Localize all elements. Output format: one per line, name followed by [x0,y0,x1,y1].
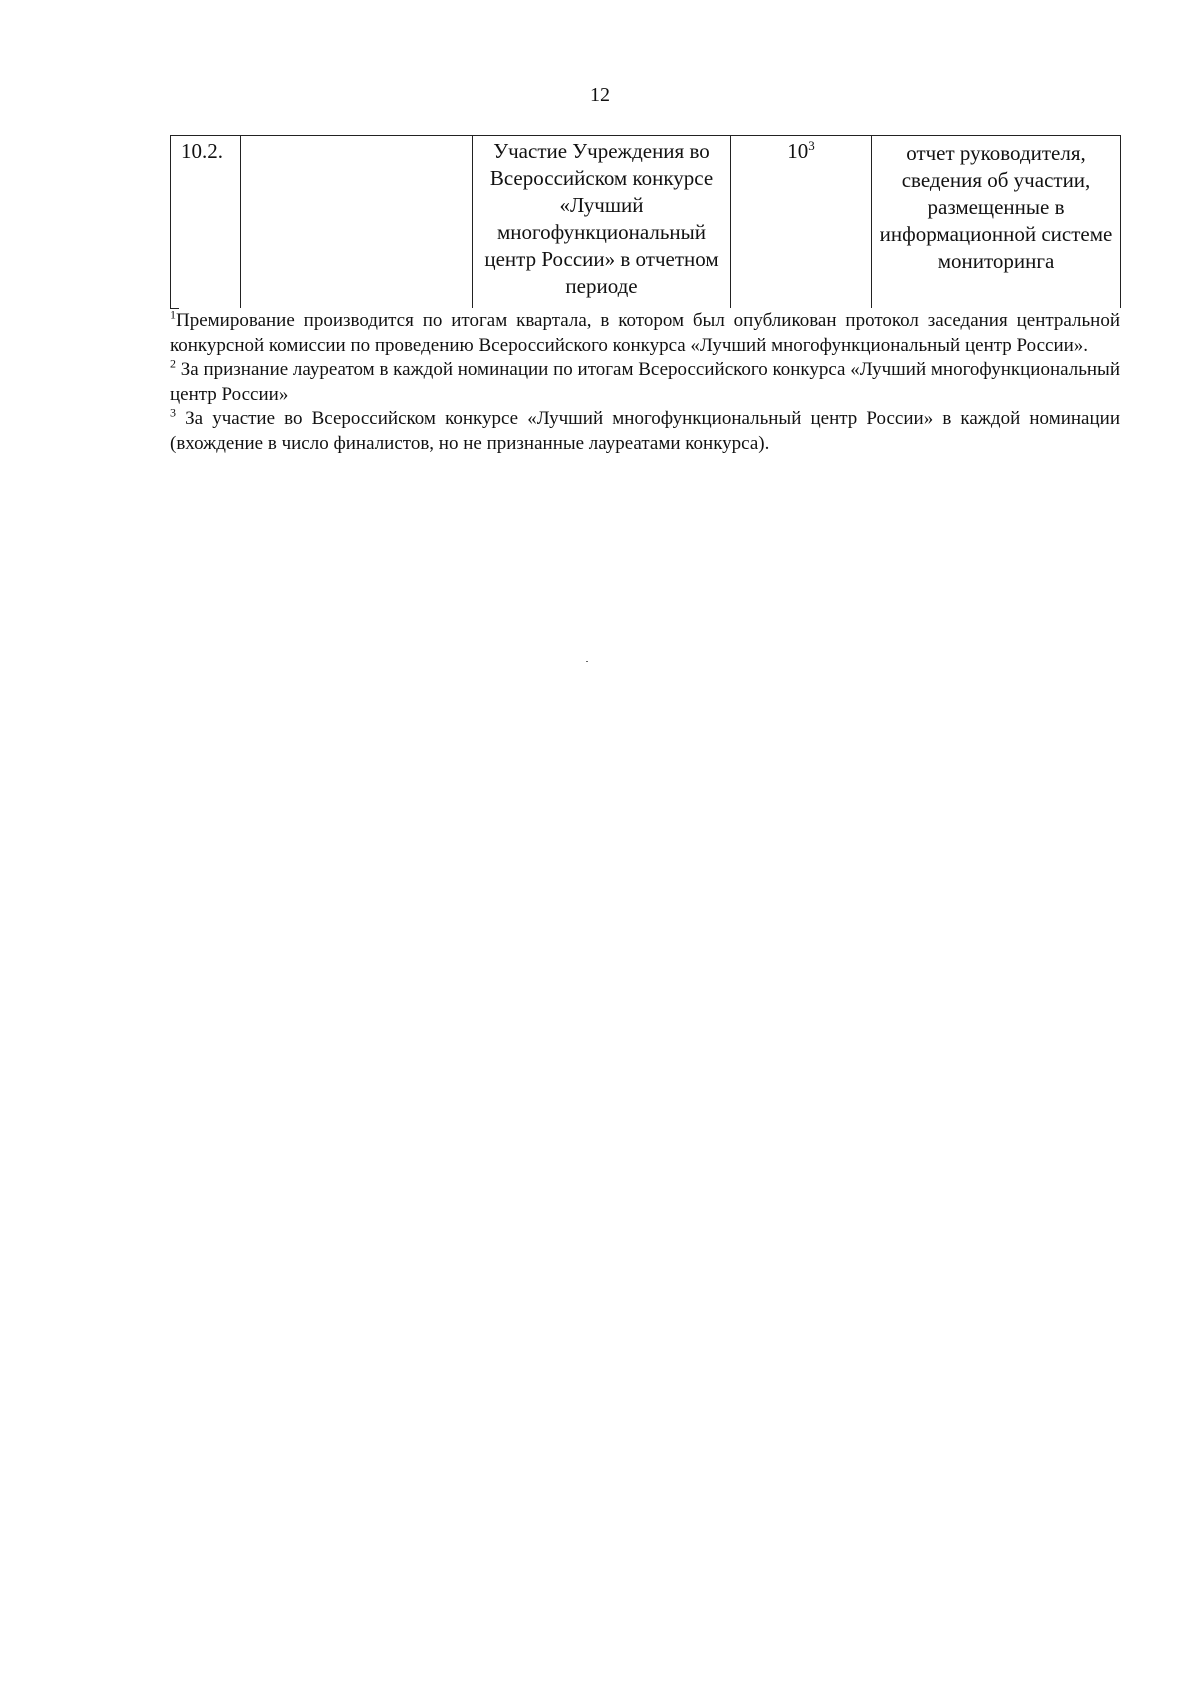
footnote-mark: 2 [170,356,176,371]
row-source-cell: отчет руководителя, сведения об участии, размещенные в информационной системе мониторинга [872,136,1121,309]
scan-speck [586,661,588,662]
footnote-text: За признание лауреатом в каждой номинации по итогам Всероссийского конкурса «Лучший многофункциональный центр России» [170,359,1120,405]
footnote-1 [170,309,1120,358]
page-number: 12 [590,84,610,106]
row-number-cell: 10.2. [171,136,241,309]
row-name-cell [241,136,473,309]
footnote-mark: 1 [170,307,176,322]
score-value: 10 [787,139,809,163]
table-row [171,136,1121,309]
footnote-text: За участие во Всероссийском конкурсе «Лучший многофункциональный центр России» в каждой номинации (вхождение в число финалистов, но не признанные лауреатами конкурса). [170,408,1120,454]
footnote-2 [170,358,1120,407]
score-footnote-mark: 3 [808,138,815,153]
footnote-mark: 3 [170,405,176,420]
criteria-table [170,135,1121,308]
footnotes [170,309,1120,456]
footnote-text: Премирование производится по итогам квартала, в котором был опубликован протокол заседания центральной конкурсной комиссии по проведению Всероссийского конкурса «Лучший многофункциональный центр России». [170,310,1120,356]
row-description-cell: Участие Учреждения во Всероссийском конкурсе «Лучший многофункциональный центр России» в отчетном периоде [473,136,731,309]
row-score-cell [731,136,872,309]
footnote-3 [170,407,1120,456]
